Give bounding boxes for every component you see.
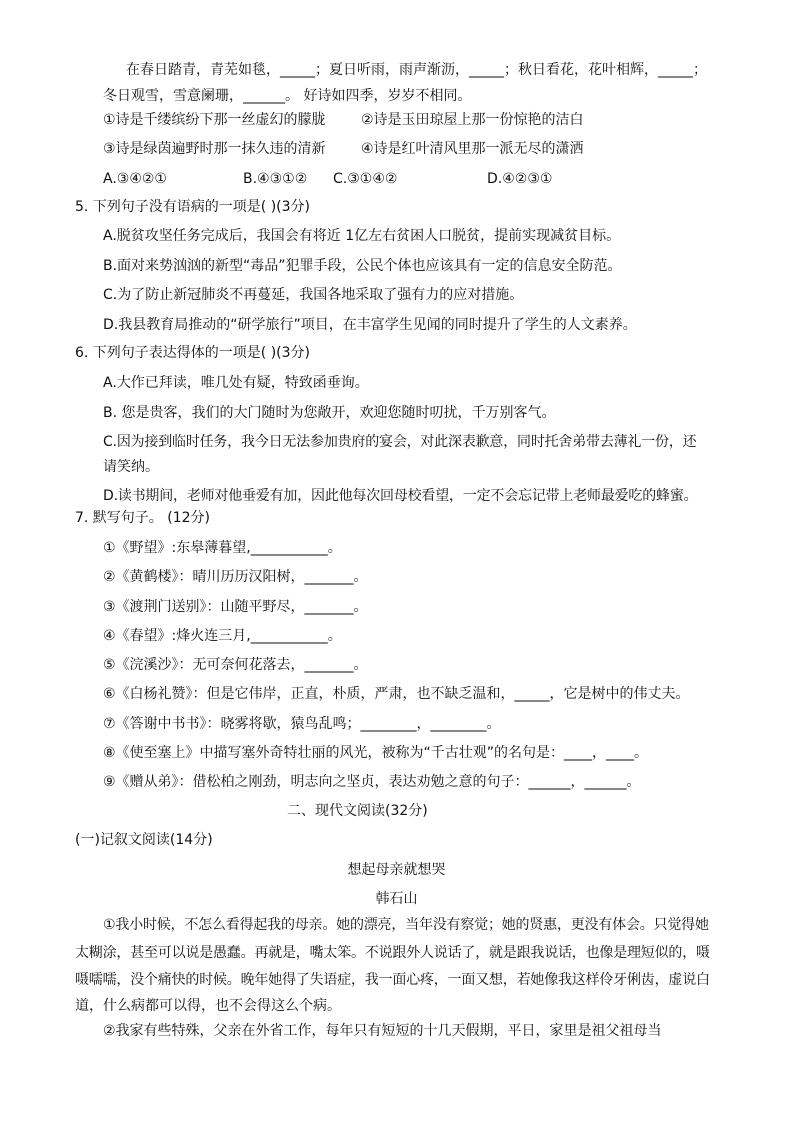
q5-option-b: B.面对来势汹汹的新型“毒品”犯罪手段，公民个体也应该具有一定的信息安全防范。: [103, 258, 622, 274]
q5-option-c: C.为了防止新冠肺炎不再蔓延，我国各地采取了强有力的应对措施。: [103, 287, 524, 303]
q6-option-c-line1: C.因为接到临时任务，我今日无法参加贵府的宴会，对此深表歉意，同时托舍弟带去薄礼一份，还: [103, 434, 697, 450]
q6-option-a: A.大作已拜读，唯几处有疑，特致函垂询。: [103, 375, 369, 391]
q7-item-4: ④《春望》:烽火连三月,___________。: [103, 628, 342, 644]
q7-item-9: ⑨《赠从弟》：借松柏之刚劲，明志向之坚贞，表达劝勉之意的句子：______，______。: [103, 774, 641, 790]
article-p2-line1: ②我家有些特殊，父亲在外省工作，每年只有短短的十几天假期，平日，家里是祖父祖母当: [103, 1023, 662, 1039]
choice-b: B.④③①②: [243, 171, 308, 187]
poem-option-3: ③诗是绿茵遍野时那一抹久违的清新: [103, 141, 326, 157]
q7-item-2: ②《黄鹤楼》：晴川历历汉阳树，_______。: [103, 569, 368, 585]
q6-option-b: B. 您是贵客，我们的大门随时为您敞开，欢迎您随时叨扰，千万别客气。: [103, 405, 556, 421]
article-p1-line1: ①我小时候，不怎么看得起我的母亲。她的漂亮，当年没有察觉；她的贤惠，更没有体会。只觉得她: [103, 917, 709, 933]
article-author: 韩石山: [375, 891, 418, 907]
poem-line-1: 在春日踏青，青芜如毯，_____；夏日听雨，雨声渐沥，_____；秋日看花，花叶相辉，_____；: [126, 62, 707, 78]
article-p1-line4: 道，什么病都可以得，也不会得这么个病。: [75, 998, 341, 1014]
q7-item-8: ⑧《使至塞上》中描写塞外奇特壮丽的风光，被称为“千古壮观”的名句是：____，____。: [103, 745, 649, 761]
article-p1-line2: 太糊涂，甚至可以说是愚蠢。再就是，嘴太笨。不说跟外人说话了，就是跟我说话，也像是理短似的，嗫: [75, 945, 710, 961]
q7-item-5: ⑤《浣溪沙》：无可奈何花落去，_______。: [103, 657, 368, 673]
section-title: 二、现代文阅读(32分): [287, 803, 428, 819]
q7-stem: 7. 默写句子。 (12分): [75, 510, 210, 526]
q5-stem: 5. 下列句子没有语病的一项是( )(3分): [75, 199, 311, 215]
q7-item-1: ①《野望》:东皋薄暮望,___________。: [103, 540, 342, 556]
choice-c: C.③①④②: [333, 171, 398, 187]
q5-option-a: A.脱贫攻坚任务完成后，我国会有将近 1亿左右贫困人口脱贫，提前实现减贫目标。: [103, 228, 621, 244]
section-subtitle: (一)记叙文阅读(14分): [75, 832, 213, 848]
q7-item-3: ③《渡荆门送别》：山随平野尽，_______。: [103, 599, 368, 615]
q5-option-d: D.我县教育局推动的“研学旅行”项目，在丰富学生见闻的同时提升了学生的人文素养。: [103, 317, 637, 333]
poem-line-2: 冬日观雪，雪意阑珊，______。 好诗如四季，岁岁不相同。: [103, 88, 472, 104]
choice-d: D.④②③①: [487, 171, 553, 187]
poem-option-1: ①诗是千缕缤纷下那一丝虚幻的朦胧: [103, 112, 326, 128]
q6-option-d: D.读书期间，老师对他垂爱有加，因此他每次回母校看望，一定不会忘记带上老师最爱吃的蜂蜜。: [103, 488, 698, 504]
q6-option-c-line2: 请笑纳。: [103, 459, 159, 475]
choice-a: A.③④②①: [103, 171, 167, 187]
q7-item-6: ⑥《白杨礼赞》：但是它伟岸，正直，朴质，严肃，也不缺乏温和，_____，它是树中的伟丈夫。: [103, 686, 690, 702]
q6-stem: 6. 下列句子表达得体的一项是( )(3分): [75, 345, 311, 361]
poem-option-2: ②诗是玉田琼屋上那一份惊艳的洁白: [361, 112, 584, 128]
q7-item-7: ⑦《答谢中书书》：晓雾将歇，猿鸟乱鸣；________，________。: [103, 716, 501, 732]
article-p1-line3: 嗫嚅嚅，没个痛快的时候。晚年她得了失语症，我一面心疼，一面又想，若她像我这样伶牙俐齿，虚说白: [75, 972, 710, 988]
poem-option-4: ④诗是红叶清风里那一派无尽的潇洒: [361, 141, 584, 157]
article-title: 想起母亲就想哭: [347, 862, 446, 878]
